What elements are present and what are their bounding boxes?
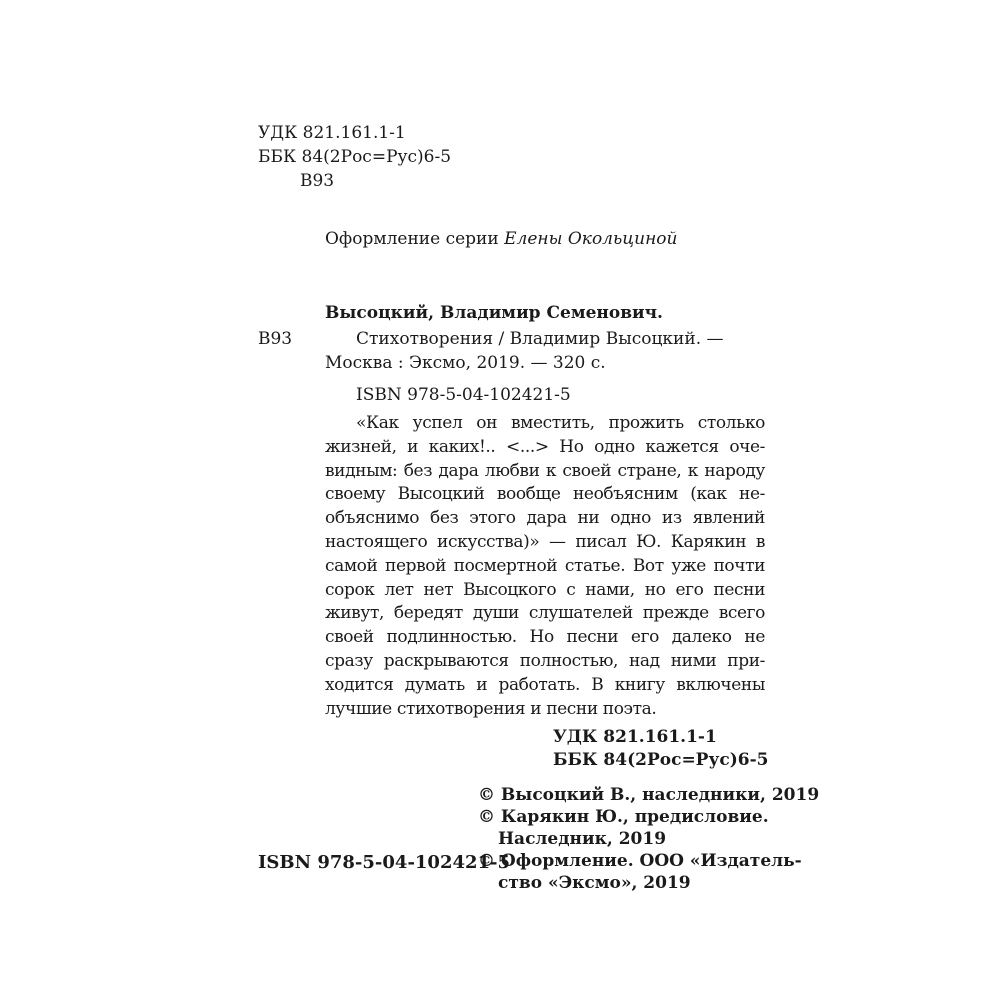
entry-imprint: Москва : Эксмо, 2019. — 320 с. (325, 353, 606, 373)
annotation-line: лучшие стихотворения и песни поэта. (325, 698, 657, 719)
entry-code: В93 (258, 329, 293, 349)
annotation-line: своему Высоцкий вообще необъясним (как не- (325, 484, 765, 505)
series-design-prefix: Оформление серии (325, 229, 499, 249)
footer-isbn: ISBN 978-5-04-102421-5 (258, 852, 511, 873)
annotation-line: сорок лет нет Высоцкого с нами, но его песни (325, 579, 765, 600)
annotation-line: «Как успел он вместить, прожить столько (356, 413, 765, 433)
annotation-line: ходится думать и работать. В книгу включены (325, 674, 765, 695)
annotation-line: самой первой посмертной статье. Вот уже почти (325, 555, 765, 576)
copyright-line: © Высоцкий В., наследники, 2019 (478, 785, 820, 805)
annotation-text (325, 412, 765, 721)
entry-isbn: ISBN 978-5-04-102421-5 (356, 385, 571, 405)
copyright-line: © Карякин Ю., предисловие. (478, 807, 769, 827)
entry-title: Стихотворения / Владимир Высоцкий. — (356, 329, 724, 349)
series-design-credit (325, 228, 677, 250)
author-mark: В93 (300, 171, 335, 191)
classification-udk: УДК 821.161.1-1 (553, 727, 717, 747)
annotation-line: живут, бередят души слушателей прежде всего (325, 603, 765, 624)
annotation-line: сразу раскрываются полностью, над ними при- (325, 650, 765, 671)
classification-bbk: ББК 84(2Рос=Рус)6-5 (553, 750, 769, 770)
series-designer-name: Елены Окольциной (504, 229, 678, 249)
annotation-line: видным: без дара любви к своей стране, к народу (325, 460, 765, 481)
copyright-line: Наследник, 2019 (498, 829, 667, 849)
copyright-line: ство «Эксмо», 2019 (498, 873, 691, 893)
copyright-line: © Оформление. ООО «Издатель- (478, 851, 802, 871)
annotation-line: объяснимо без этого дара ни одно из явлений (325, 508, 765, 529)
bbk-code: ББК 84(2Рос=Рус)6-5 (258, 147, 452, 167)
annotation-line: настоящего искусства)» — писал Ю. Карякин в (325, 531, 765, 552)
entry-author: Высоцкий, Владимир Семенович. (325, 303, 663, 323)
udk-code: УДК 821.161.1-1 (258, 123, 406, 143)
annotation-line: жизней, и каких!.. <...> Но одно кажется оче- (325, 436, 765, 457)
annotation-line: своей подлинностью. Но песни его далеко не (325, 627, 765, 648)
